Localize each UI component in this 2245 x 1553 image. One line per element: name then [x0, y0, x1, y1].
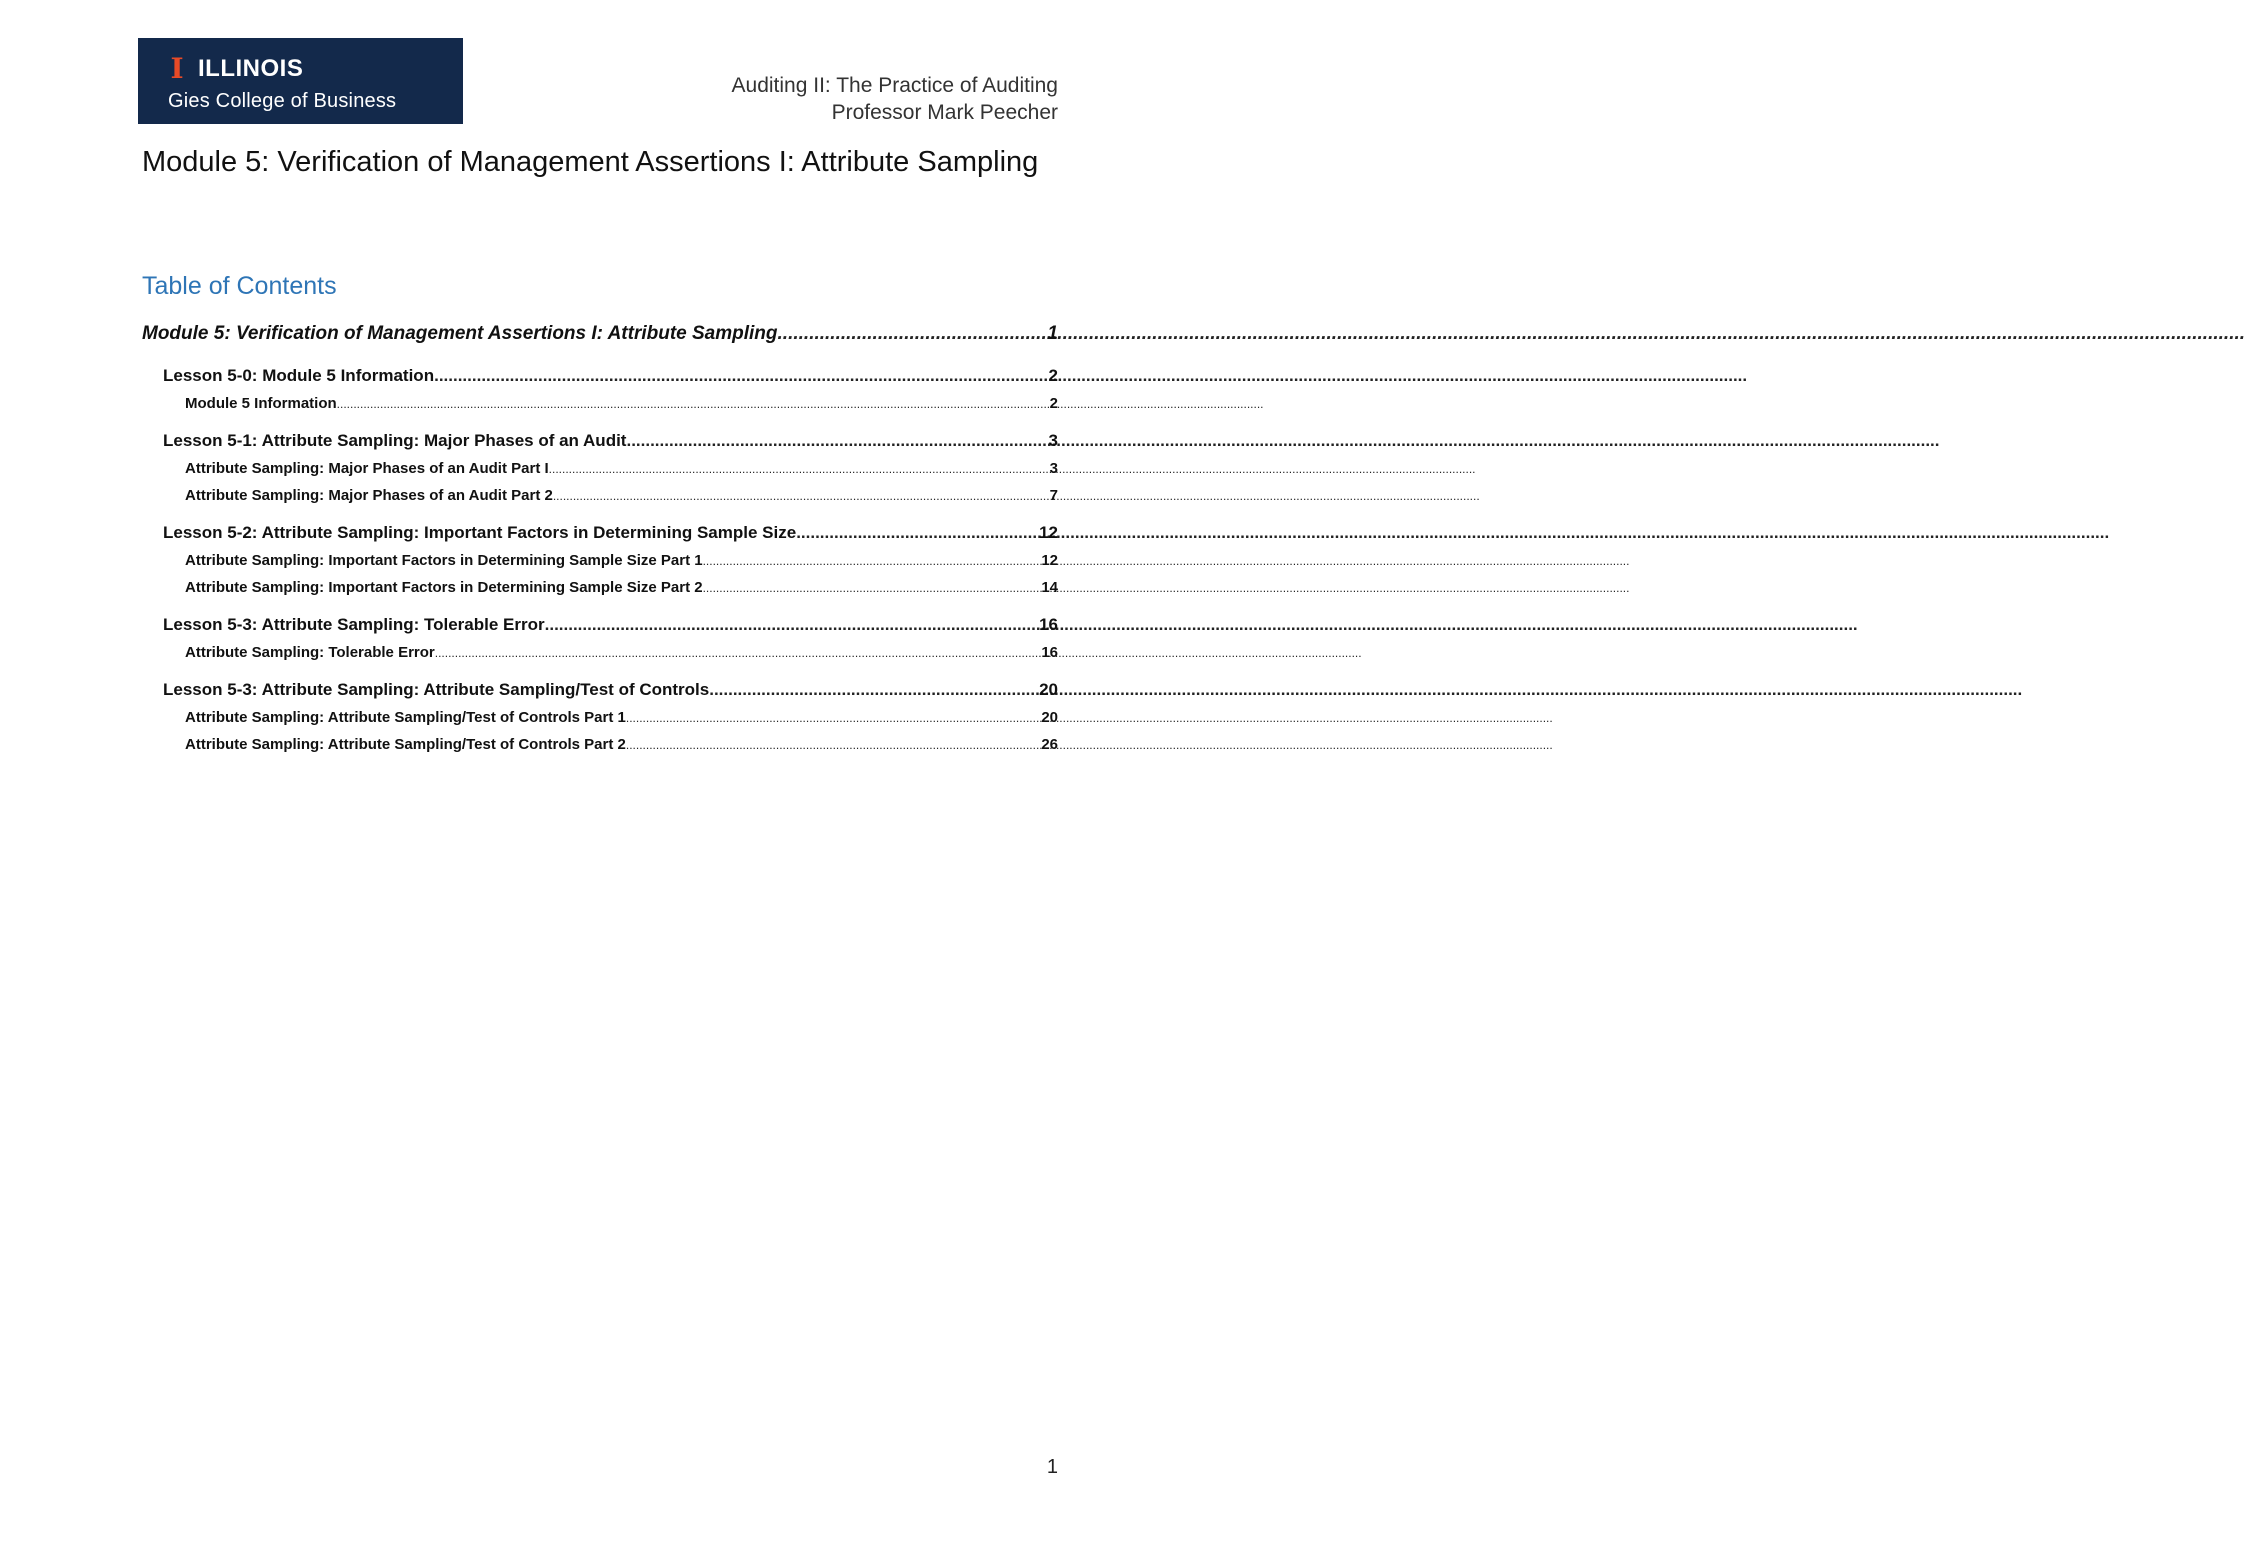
toc-entry-page: 2 [1049, 395, 1058, 412]
header-info [732, 72, 1058, 126]
logo-college-name: Gies College of Business [168, 90, 397, 112]
toc-entry-text: Attribute Sampling: Important Factors in Determining Sample Size Part 2 [185, 579, 703, 596]
toc-entry-text: Module 5 Information [185, 395, 337, 412]
toc-entry-page: 7 [1049, 487, 1058, 504]
toc-entry-page: 20 [1041, 709, 1058, 726]
toc-entry-page: 16 [1039, 615, 1058, 634]
toc-leader-dots [337, 391, 1048, 418]
toc-leader-dots [626, 732, 1039, 759]
toc-entry-page: 16 [1041, 644, 1058, 661]
toc-entry-lesson[interactable] [142, 519, 1058, 547]
toc-entry-page: 3 [1049, 460, 1058, 477]
block-i-icon: I [170, 52, 184, 85]
toc-entry-subsection[interactable] [142, 574, 1058, 601]
toc-entry-subsection[interactable] [142, 731, 1058, 758]
toc-leader-dots [545, 611, 1037, 639]
toc-leader-dots [553, 483, 1048, 510]
toc-entry-page: 12 [1041, 552, 1058, 569]
toc-entry-lesson[interactable] [142, 362, 1058, 390]
toc-entry-page: 12 [1039, 523, 1058, 542]
toc-entry-subsection[interactable] [142, 547, 1058, 574]
toc-entry-text: Module 5: Verification of Management Assertions I: Attribute Sampling [142, 323, 778, 344]
toc-leader-dots [703, 575, 1040, 602]
course-title: Auditing II: The Practice of Auditing [731, 74, 1058, 97]
toc-entry-page: 14 [1041, 579, 1058, 596]
toc-entry-subsection[interactable] [142, 482, 1058, 509]
toc-entry-text: Lesson 5-3: Attribute Sampling: Tolerable Error [163, 615, 545, 634]
toc-leader-dots [778, 318, 1046, 350]
toc-entry-page: 26 [1041, 736, 1058, 753]
toc-entry-subsection[interactable] [142, 704, 1058, 731]
toc-entry-subsection[interactable] [142, 639, 1058, 666]
toc-leader-dots [796, 519, 1037, 547]
toc-entry-text: Attribute Sampling: Important Factors in Determining Sample Size Part 1 [185, 552, 703, 569]
toc-entry-lesson[interactable] [142, 676, 1058, 704]
toc-entry-subsection[interactable] [142, 390, 1058, 417]
toc-leader-dots [709, 676, 1037, 704]
toc-entry-module[interactable] [142, 318, 1058, 350]
toc-entry-text: Attribute Sampling: Major Phases of an Audit Part I [185, 460, 549, 477]
illinois-gies-logo [138, 38, 463, 124]
table-of-contents [142, 318, 1058, 758]
toc-leader-dots [549, 456, 1048, 483]
toc-entry-text: Lesson 5-1: Attribute Sampling: Major Phases of an Audit [163, 431, 627, 450]
logo-top-row [168, 54, 463, 84]
page-number: 1 [1046, 1456, 1058, 1478]
toc-leader-dots [703, 548, 1040, 575]
toc-entry-text: Attribute Sampling: Major Phases of an Audit Part 2 [185, 487, 553, 504]
logo-wordmark: ILLINOIS [198, 55, 304, 82]
toc-leader-dots [626, 705, 1039, 732]
toc-entry-page: 2 [1048, 366, 1058, 385]
toc-entry-text: Lesson 5-0: Module 5 Information [163, 366, 435, 385]
toc-leader-dots [626, 427, 1046, 455]
professor-name: Professor Mark Peecher [831, 101, 1058, 124]
toc-entry-text: Attribute Sampling: Attribute Sampling/Test of Controls Part 1 [185, 709, 626, 726]
toc-heading: Table of Contents [142, 272, 337, 300]
toc-entry-lesson[interactable] [142, 611, 1058, 639]
toc-entry-lesson[interactable] [142, 427, 1058, 455]
toc-entry-subsection[interactable] [142, 455, 1058, 482]
toc-entry-page: 1 [1047, 323, 1058, 344]
toc-entry-page: 3 [1048, 431, 1058, 450]
toc-entry-page: 20 [1039, 680, 1058, 699]
toc-entry-text: Lesson 5-2: Attribute Sampling: Important Factors in Determining Sample Size [163, 523, 797, 542]
toc-entry-text: Attribute Sampling: Tolerable Error [185, 644, 435, 661]
toc-entry-text: Attribute Sampling: Attribute Sampling/Test of Controls Part 2 [185, 736, 626, 753]
toc-leader-dots [435, 640, 1040, 667]
document-title: Module 5: Verification of Management Assertions I: Attribute Sampling [142, 146, 1039, 178]
toc-leader-dots [434, 362, 1046, 390]
toc-entry-text: Lesson 5-3: Attribute Sampling: Attribute Sampling/Test of Controls [163, 680, 710, 699]
